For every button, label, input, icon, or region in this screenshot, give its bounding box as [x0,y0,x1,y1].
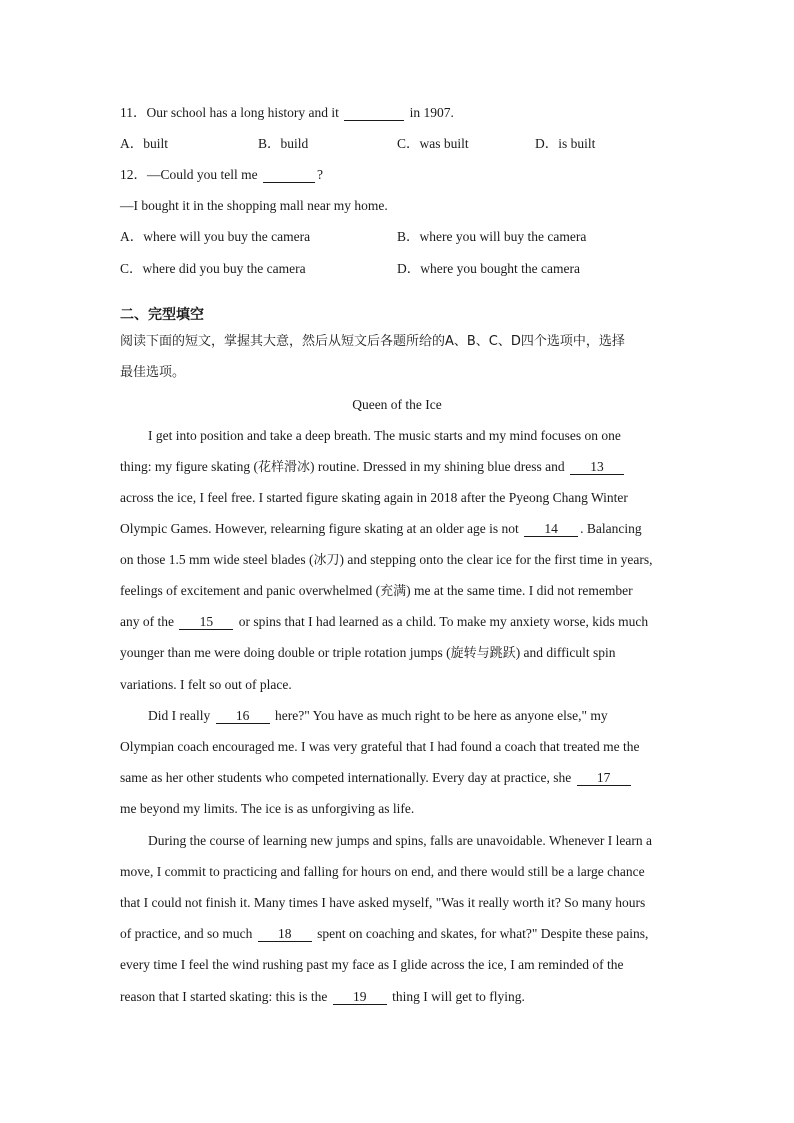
q12-reply: —I bought it in the shopping mall near my home. [120,198,388,213]
blank-17[interactable]: 17 [577,770,631,786]
p1-line-8-b: ) and difficult spin [515,645,616,660]
p1-line-5 [120,551,676,570]
p1-line-2-b: ) routine. Dressed in my shining blue dress and [310,459,565,474]
p1-line-2-cn: 花样滑冰 [257,460,310,475]
p1-line-4 [120,520,676,538]
blank-15[interactable]: 15 [179,614,233,630]
p1-line-4-b: . Balancing [580,521,642,536]
q12-option-d[interactable]: D．where you bought the camera [397,261,580,276]
q12-option-b[interactable]: B．where you will buy the camera [397,229,587,244]
p1-line-8 [120,644,676,663]
q11-stem-end: in 1907. [409,105,454,120]
p2-line-4: me beyond my limits. The ice is as unforgiving as life. [120,801,415,816]
p1-line-7 [120,613,676,631]
q11-option-d[interactable]: D．is built [535,136,596,151]
p1-line-6 [120,582,676,601]
p1-line-6-cn: 充满 [380,584,407,599]
p2-line-3-a: same as her other students who competed internationally. Every day at practice, she [120,770,572,785]
p1-line-2-a: thing: my figure skating ( [120,459,258,474]
p3-line-5: every time I feel the wind rushing past my face as I glide across the ice, I am reminded of the [120,957,624,972]
q11-option-a[interactable]: A．built [120,136,169,151]
blank-13[interactable]: 13 [570,459,624,475]
section-instruction-line-2: 最佳选项。 [120,365,186,380]
blank-19[interactable]: 19 [333,989,387,1005]
q12-stem-start: 12．—Could you tell me [120,167,258,182]
q12-option-c[interactable]: C．where did you buy the camera [120,261,306,276]
p2-line-2: Olympian coach encouraged me. I was very grateful that I had found a coach that treated me the [120,739,640,754]
blank-18[interactable]: 18 [258,926,312,942]
q12-answer-blank[interactable] [263,167,315,183]
p1-line-1: I get into position and take a deep breath. The music starts and my mind focuses on one [148,428,621,443]
p1-line-8-cn: 旋转与跳跃 [450,646,516,661]
p1-line-2 [120,458,676,477]
p1-line-7-b: or spins that I had learned as a child. To make my anxiety worse, kids much [238,614,649,629]
q12-stem-end: ? [317,167,323,182]
p3-line-6-a: reason that I started skating: this is the [120,989,328,1004]
blank-14[interactable]: 14 [524,521,578,537]
blank-16[interactable]: 16 [216,708,270,724]
p3-line-4 [120,925,676,943]
p2-line-3 [120,769,676,787]
p2-line-1 [120,707,704,725]
q11-answer-blank[interactable] [344,105,404,121]
p1-line-5-a: on those 1.5 mm wide steel blades ( [120,552,314,567]
p1-line-7-a: any of the [120,614,174,629]
q11-stem-start: 11．Our school has a long history and it [120,105,339,120]
section-instruction-line-1: 阅读下面的短文，掌握其大意，然后从短文后各题所给的A、B、C、D四个选项中，选择 [120,334,625,349]
p1-line-6-a: feelings of excitement and panic overwhelmed ( [120,583,381,598]
q11-option-b[interactable]: B．build [258,136,309,151]
question-11-stem [120,104,454,122]
p1-line-6-b: ) me at the same time. I did not remember [406,583,633,598]
p2-line-1-b: here?" You have as much right to be here as anyone else," my [274,708,608,723]
p1-line-8-a: younger than me were doing double or triple rotation jumps ( [120,645,451,660]
p1-line-4-a: Olympic Games. However, relearning figure skating at an older age is not [120,521,519,536]
p3-line-3: that I could not finish it. Many times I have asked myself, "Was it really worth it? So many hours [120,895,646,910]
p3-line-1: During the course of learning new jumps and spins, falls are unavoidable. Whenever I learn a [148,833,652,848]
passage-title: Queen of the Ice [352,397,442,412]
q11-option-c[interactable]: C．was built [397,136,469,151]
p1-line-5-b: ) and stepping onto the clear ice for the first time in years, [339,552,653,567]
p3-line-4-a: of practice, and so much [120,926,253,941]
p1-line-3: across the ice, I feel free. I started figure skating again in 2018 after the Pyeong Chang Winter [120,490,628,505]
p3-line-2: move, I commit to practicing and falling for hours on end, and there would still be a large chance [120,864,645,879]
p1-line-5-cn: 冰刀 [313,553,340,568]
p2-line-1-a: Did I really [148,708,211,723]
q12-option-a[interactable]: A．where will you buy the camera [120,229,311,244]
p3-line-6 [120,988,676,1006]
p1-line-9: variations. I felt so out of place. [120,677,292,692]
section-title: 二、完型填空 [120,307,204,323]
p3-line-4-b: spent on coaching and skates, for what?" Despite these pains, [317,926,649,941]
p3-line-6-b: thing I will get to flying. [392,989,525,1004]
question-12-stem [120,166,323,184]
